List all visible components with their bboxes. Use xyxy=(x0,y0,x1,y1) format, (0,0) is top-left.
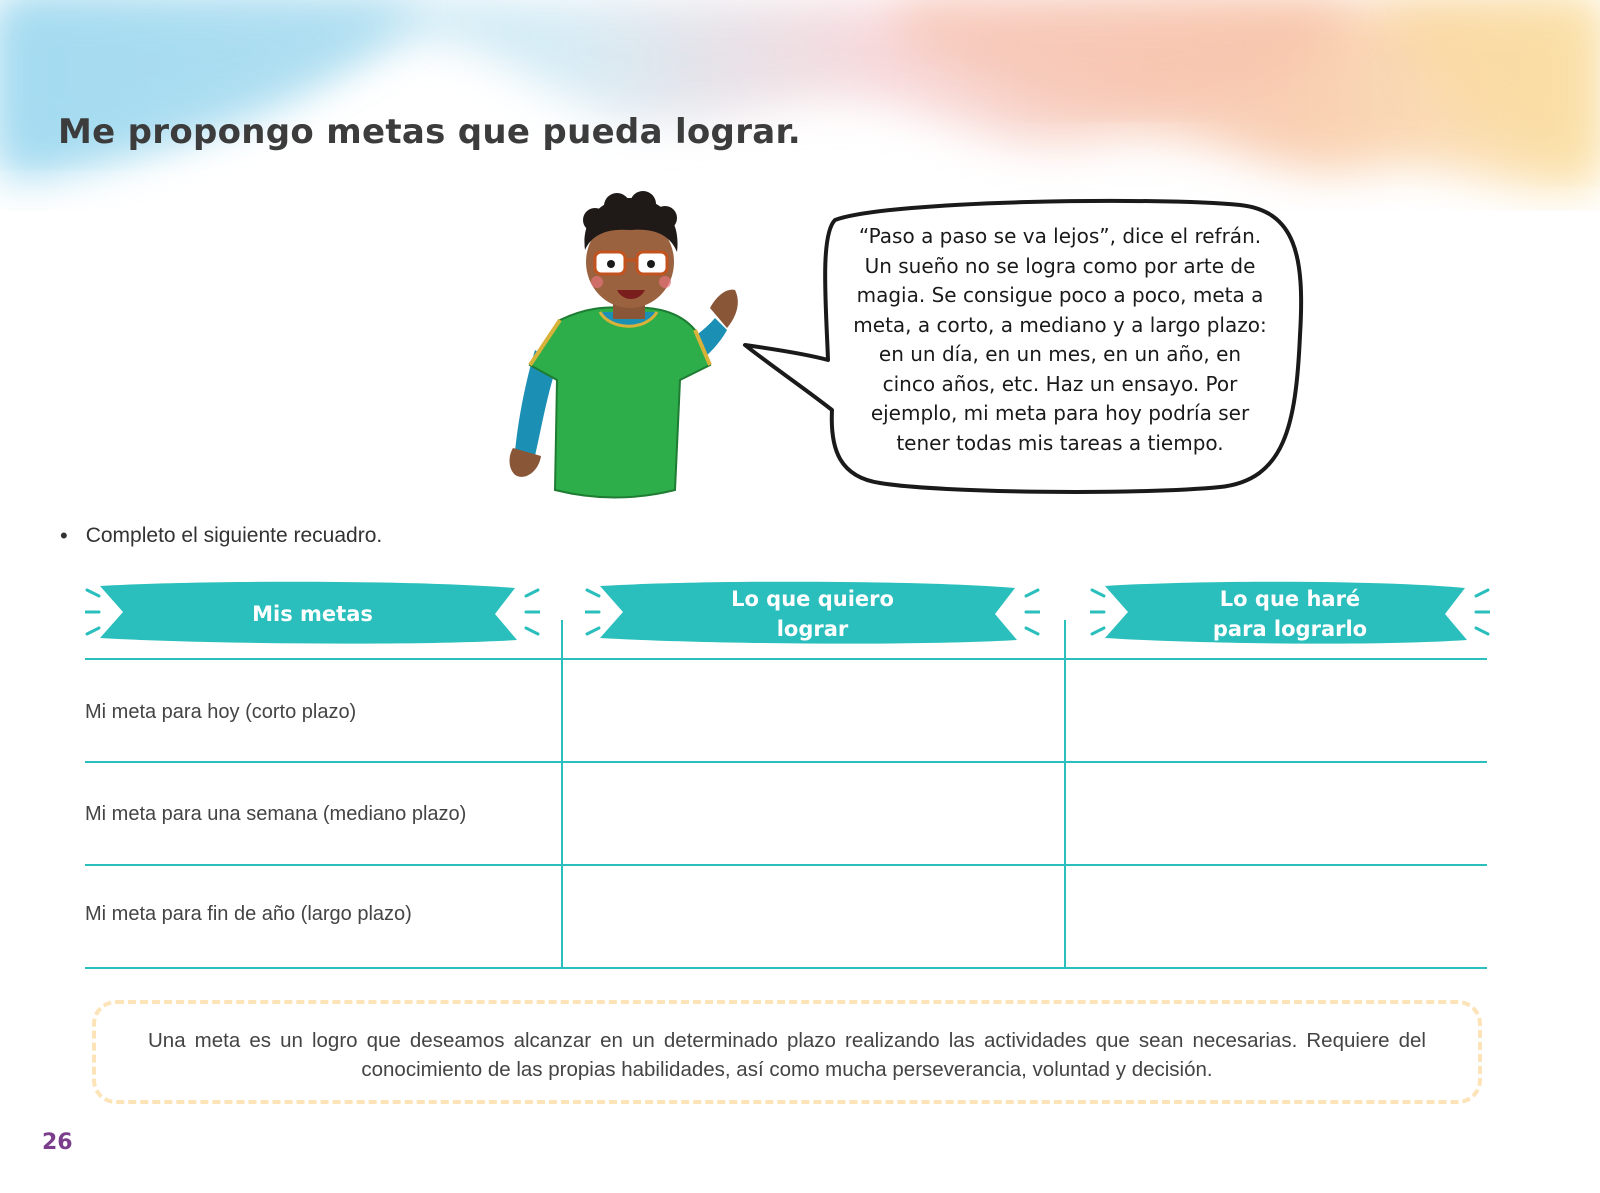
header-lo-que-quiero-lograr xyxy=(585,578,1040,650)
definition-note-box xyxy=(92,1000,1482,1104)
speech-bubble-text: “Paso a paso se va lejos”, dice el refrán. Un sueño no se logra como por arte de magia. Se consigue poco a poco, meta a meta, a corto, a mediano y a largo plazo: en un día, en un mes, en un año, en cinco años, etc. Haz un ensayo. Por ejemplo, mi meta para hoy podría ser tener todas mis tareas a tiempo. xyxy=(853,224,1267,455)
page-number: 26 xyxy=(42,1130,73,1155)
header-label: Lo que quiero lograr xyxy=(731,587,894,641)
table-column-divider xyxy=(561,620,563,969)
table-line xyxy=(85,658,1487,660)
table-line xyxy=(85,864,1487,866)
boy-pointing-illustration xyxy=(505,190,765,505)
table-row-label: Mi meta para hoy (corto plazo) xyxy=(85,701,357,723)
table-column-divider xyxy=(1064,620,1066,969)
definition-note-text: Una meta es un logro que deseamos alcanzar en un determinado plazo realizando las actividades que sean necesarias. Requiere del conocimiento de las propias habilidades, así como mucha perseverancia, voluntad y decisión. xyxy=(148,1029,1426,1081)
page-title: Me propongo metas que pueda lograr. xyxy=(58,112,801,152)
table-line xyxy=(85,967,1487,969)
table-line xyxy=(85,761,1487,763)
header-label: Lo que haré para lograrlo xyxy=(1212,587,1368,641)
header-lo-que-hare xyxy=(1090,578,1490,650)
table-row-label: Mi meta para fin de año (largo plazo) xyxy=(85,903,412,925)
instruction-text: Completo el siguiente recuadro. xyxy=(85,524,383,547)
table-row-label: Mi meta para una semana (mediano plazo) xyxy=(85,803,467,825)
header-mis-metas xyxy=(85,578,540,650)
bullet-icon: • xyxy=(60,523,68,548)
header-label: Mis metas xyxy=(252,602,373,626)
instruction xyxy=(60,523,382,549)
